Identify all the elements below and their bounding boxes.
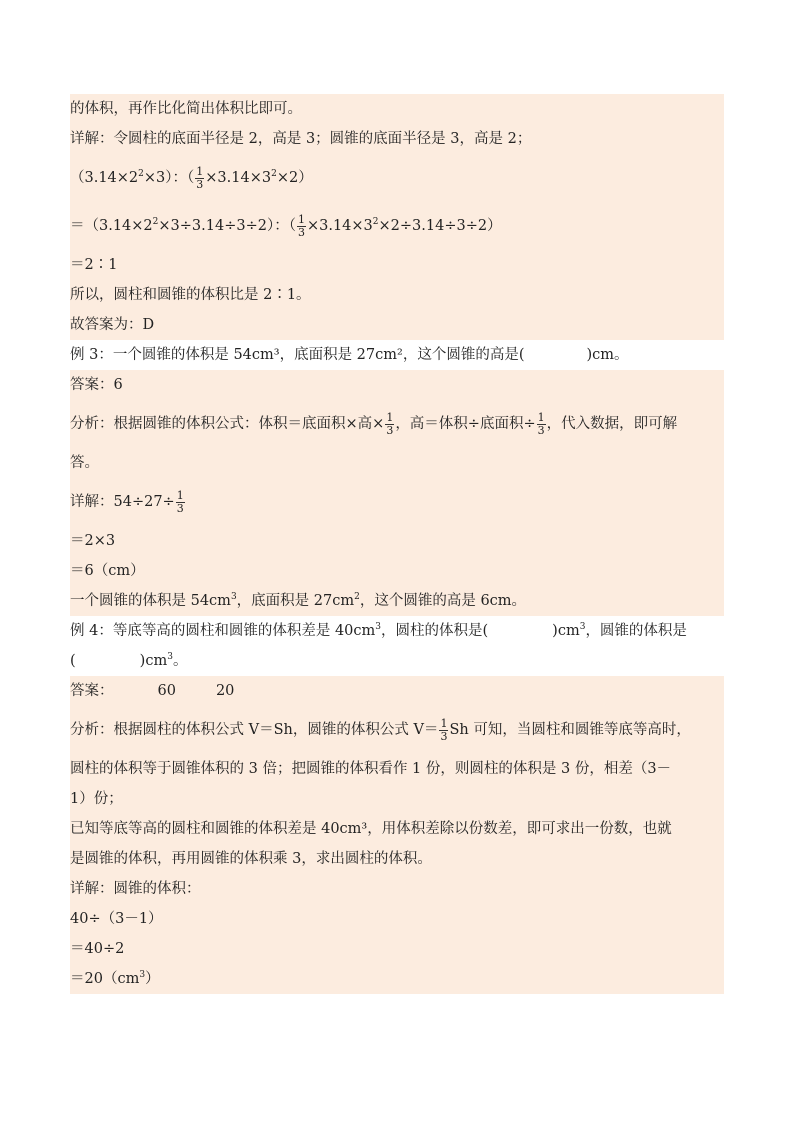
line-text: ＝20（cm <box>70 971 140 987</box>
line-text: 分析：根据圆锥的体积公式：体积＝底面积×高× <box>70 416 385 432</box>
line-text: 所以，圆柱和圆锥的体积比是 2∶1。 <box>70 287 311 303</box>
text-line <box>70 754 724 784</box>
line-text: ） <box>145 971 160 987</box>
text-line <box>70 964 724 994</box>
line-text: ×3）：（ <box>143 170 195 186</box>
line-text: ＝2×3 <box>70 533 116 549</box>
line-text: 的体积，再作比化简出体积比即可。 <box>70 101 302 117</box>
text-line <box>70 124 724 154</box>
answer-line <box>70 676 724 706</box>
line-text: ×3÷3.14÷3÷2）：（ <box>158 218 296 234</box>
line-text: ×2÷3.14÷3÷2） <box>378 218 502 234</box>
analysis-line <box>70 706 724 754</box>
superscript: 2 <box>138 169 144 180</box>
text-line <box>70 904 724 934</box>
line-text: ，圆柱的体积是( <box>381 623 489 639</box>
line-text: 1）份； <box>70 791 123 807</box>
line-text: 分析：根据圆柱的体积公式 V＝Sh，圆锥的体积公式 V＝ <box>70 722 439 738</box>
superscript: 3 <box>167 652 173 663</box>
line-text: ，高＝体积÷底面积÷ <box>395 416 536 432</box>
line-text: 例 4：等底等高的圆柱和圆锥的体积差是 40cm <box>70 623 376 639</box>
line-text: ×2） <box>276 170 313 186</box>
line-text: 答案： <box>70 683 114 699</box>
text-line <box>70 448 724 478</box>
line-text: ，这个圆锥的高是 6cm。 <box>359 593 527 609</box>
superscript: 2 <box>271 169 277 180</box>
line-text: 已知等底等高的圆柱和圆锥的体积差是 40cm³，用体积差除以份数差，即可求出一份数，也就 <box>70 821 672 837</box>
answer-value: 20 <box>215 683 235 699</box>
line-text: ，底面积是 27cm <box>236 593 355 609</box>
answer-value: 60 <box>157 683 176 699</box>
superscript: 2 <box>354 592 360 603</box>
analysis-line <box>70 400 724 448</box>
line-text: 详解：令圆柱的底面半径是 2，高是 3；圆锥的底面半径是 3，高是 2； <box>70 131 532 147</box>
superscript: 3 <box>230 592 237 603</box>
line-text: ＝2∶1 <box>70 257 118 273</box>
line-text: ×3.14×3 <box>306 218 373 234</box>
superscript: 2 <box>372 217 379 228</box>
superscript: 3 <box>375 622 381 633</box>
line-text: )cm。 <box>586 347 629 363</box>
example-question <box>70 616 724 646</box>
line-text: )cm <box>552 623 580 639</box>
superscript: 2 <box>152 217 159 228</box>
line-text: ＝40÷2 <box>70 941 125 957</box>
line-text: ( <box>70 653 76 669</box>
fraction-one-third: $\frac{1}{3}$ <box>196 164 204 191</box>
text-line <box>70 310 724 340</box>
line-text: 40÷（3－1） <box>70 911 163 927</box>
document-body <box>70 94 724 994</box>
text-line <box>70 934 724 964</box>
equation-line <box>70 154 724 202</box>
line-text: 详解：54÷27÷ <box>70 494 175 510</box>
line-text: Sh 可知，当圆柱和圆锥等底等高时， <box>449 722 691 738</box>
line-text: （3.14×2 <box>70 170 139 186</box>
line-text: ＝6（cm） <box>70 563 145 579</box>
fraction-one-third: $\frac{1}{3}$ <box>386 410 394 437</box>
text-line <box>70 526 724 556</box>
equation-line <box>70 202 724 250</box>
fraction-one-third: $\frac{1}{3}$ <box>440 716 448 743</box>
line-text: ＝（3.14×2 <box>70 218 153 234</box>
line-text: 故答案为：D <box>70 317 155 333</box>
text-line <box>70 250 724 280</box>
fraction-one-third: $\frac{1}{3}$ <box>537 410 545 437</box>
text-line <box>70 280 724 310</box>
text-line <box>70 586 724 616</box>
line-text: ，圆锥的体积是 <box>585 623 687 639</box>
line-text: 是圆锥的体积，再用圆锥的体积乘 3，求出圆柱的体积。 <box>70 851 432 867</box>
fraction-one-third: $\frac{1}{3}$ <box>176 488 184 515</box>
example-question <box>70 340 724 370</box>
line-text: 详解：圆锥的体积： <box>70 881 201 897</box>
line-text: ，代入数据，即可解 <box>546 416 678 432</box>
line-text: 一个圆锥的体积是 54cm <box>70 593 231 609</box>
line-text: 圆柱的体积等于圆锥体积的 3 倍；把圆锥的体积看作 1 份，则圆柱的体积是 3 份，相差（3－ <box>70 761 672 777</box>
answer-line <box>70 370 724 400</box>
text-line <box>70 814 724 844</box>
line-text: 例 3：一个圆锥的体积是 54cm³，底面积是 27cm²，这个圆锥的高是( <box>70 347 525 363</box>
line-text: 。 <box>172 653 188 669</box>
text-line <box>70 94 724 124</box>
example-question <box>70 646 724 676</box>
fraction-one-third: $\frac{1}{3}$ <box>297 212 305 239</box>
text-line <box>70 844 724 874</box>
superscript: 3 <box>139 970 146 981</box>
line-text: )cm <box>139 653 168 669</box>
superscript: 3 <box>579 622 586 633</box>
line-text: 答。 <box>70 455 99 471</box>
line-text: 答案：6 <box>70 377 123 393</box>
text-line <box>70 874 724 904</box>
text-line <box>70 784 724 814</box>
equation-line <box>70 478 724 526</box>
text-line <box>70 556 724 586</box>
line-text: ×3.14×3 <box>205 170 272 186</box>
